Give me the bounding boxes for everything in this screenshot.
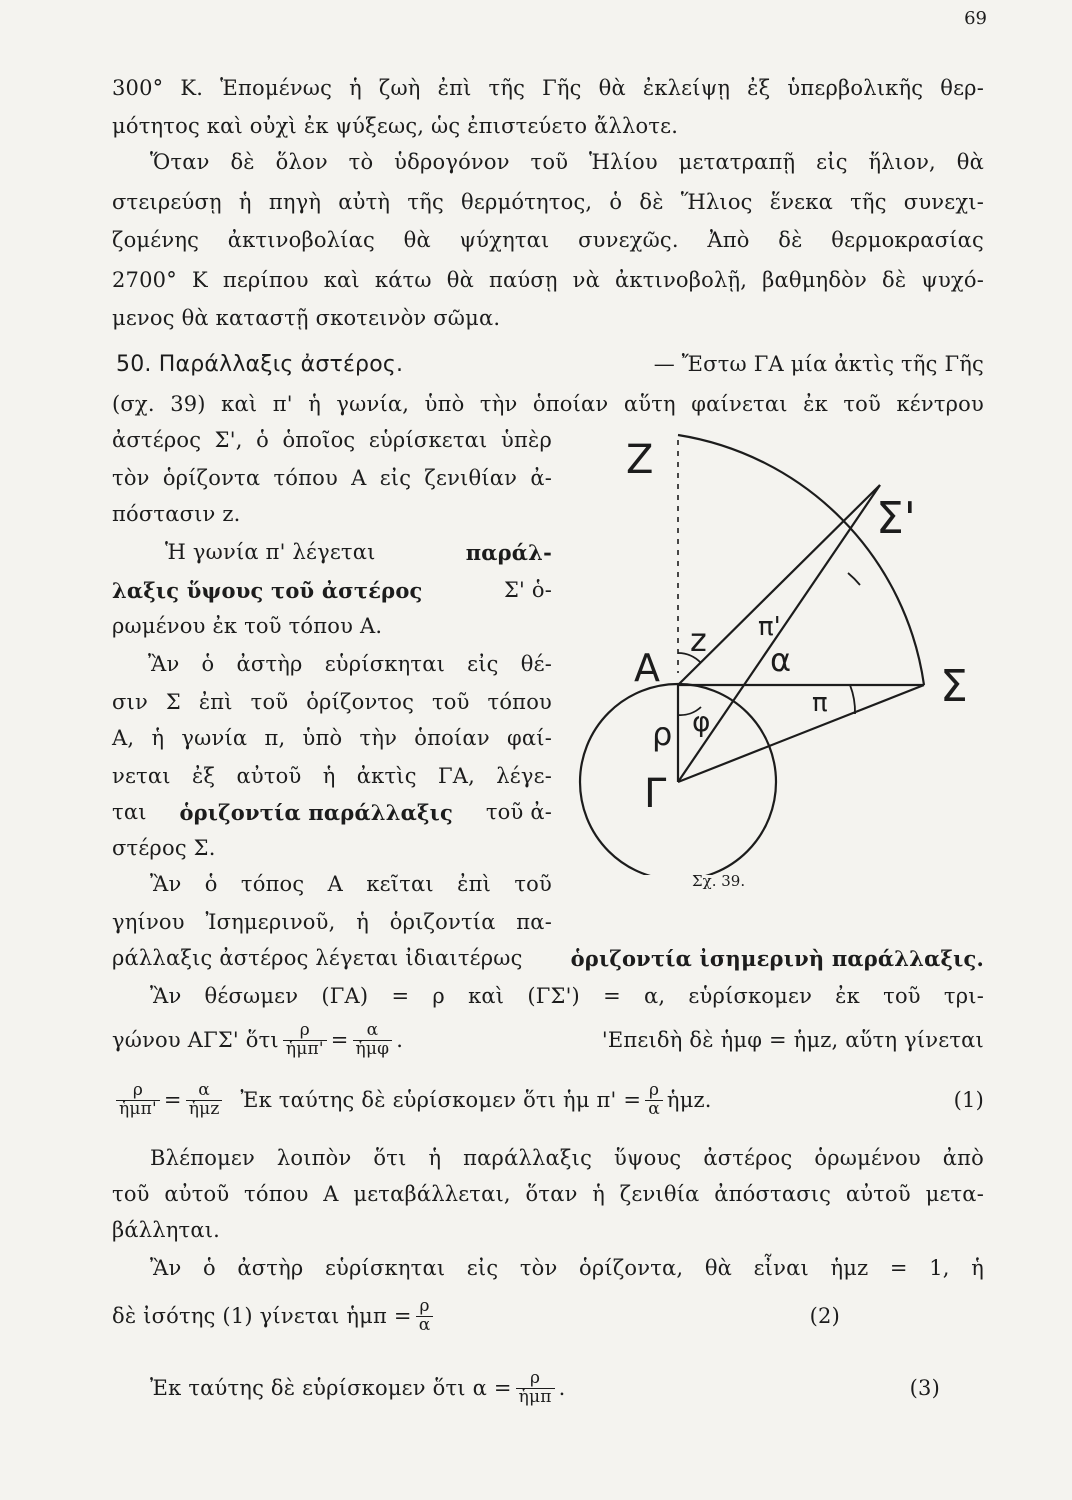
section-number: 50.: [116, 352, 152, 377]
text-line: [165, 540, 552, 565]
label-pi-prime: π': [758, 612, 781, 642]
fraction-numerator: ρ: [516, 1370, 555, 1389]
text-span: ἡμz.: [666, 1088, 712, 1113]
text-line: νεται ἐξ αὐτοῦ ἡ ἀκτὶς ΓΑ, λέγε-: [112, 764, 552, 788]
text-span: δὲ ἰσότης (1) γίνεται ἡμπ =: [112, 1304, 412, 1329]
text-line: ζομένης ἀκτινοβολίας θὰ ψύχηται συνεχῶς. Ἀπὸ δὲ θερμοκρασίας: [112, 228, 984, 252]
fraction-denominator: ἡμπ': [285, 1038, 324, 1059]
section-title-text: Παράλλαξις ἀστέρος.: [158, 352, 404, 377]
label-star-prime: Σ': [876, 493, 916, 544]
equation-line: [112, 1298, 840, 1335]
label-angle-z: z: [690, 621, 707, 659]
figure-caption: Σχ. 39.: [692, 872, 746, 890]
section-heading-line: [116, 352, 984, 377]
fraction-denominator: α: [418, 1314, 431, 1335]
text-line: τὸν ὁρίζοντα τόπου Α εἰς ζενιθίαν ἀ-: [112, 466, 552, 490]
parallax-diagram: [560, 415, 1000, 875]
equation-group: [112, 1022, 403, 1059]
fraction: [283, 1022, 327, 1059]
text-line: μενος θὰ καταστῇ σκοτεινὸν σῶμα.: [112, 306, 501, 330]
bold-term: ὁριζοντία ἰσημερινὴ παράλλαξις.: [570, 946, 984, 971]
fraction-denominator: ἡμφ: [355, 1038, 390, 1059]
page-number: 69: [964, 8, 987, 29]
text-span: Ἡ γωνία π' λέγεται: [165, 540, 376, 564]
text-line: Ἂν θέσωμεν (ΓΑ) = ρ καὶ (ΓΣ') = α, εὑρίσκομεν ἐκ τοῦ τρι-: [150, 984, 984, 1008]
text-span: Σ' ὁ-: [503, 578, 552, 602]
label-angle-phi: φ: [692, 705, 711, 738]
text-line: σιν Σ ἐπὶ τοῦ ὁρίζοντος τοῦ τόπου: [112, 690, 552, 714]
text-line: ρωμένου ἐκ τοῦ τόπου Α.: [112, 614, 383, 638]
text-line: [112, 578, 552, 603]
fraction: [416, 1298, 434, 1335]
fraction-numerator: α: [186, 1082, 223, 1101]
line-g-star: [678, 685, 924, 782]
text-line: [112, 946, 984, 971]
fraction-numerator: ρ: [283, 1022, 327, 1041]
text-span: Ἐκ ταύτης δὲ εὑρίσκομεν ὅτι ἡμ π' =: [240, 1088, 642, 1113]
equation-line: [112, 1022, 984, 1059]
period: .: [558, 1376, 566, 1401]
label-star: Σ: [940, 661, 968, 712]
text-line: Ἂν ὁ ἀστὴρ εὑρίσκηται εἰς θέ-: [148, 652, 552, 676]
fraction-numerator: ρ: [645, 1082, 663, 1101]
text-line: Α, ἡ γωνία π, ὑπὸ τὴν ὁποίαν φαί-: [112, 726, 552, 750]
text-span: τοῦ ἀ-: [485, 800, 552, 824]
fraction: [353, 1022, 393, 1059]
equals-sign: =: [163, 1088, 182, 1113]
bold-term: λαξις ὕψους τοῦ ἀστέρος: [112, 578, 423, 603]
text-line: — Ἔστω ΓΑ μία ἀκτὶς τῆς Γῆς: [653, 352, 984, 376]
text-line: μότητος καὶ οὐχὶ ἐκ ψύξεως, ὡς ἐπιστεύετο ἄλλοτε.: [112, 114, 679, 138]
bold-term: παράλ-: [465, 540, 552, 565]
text-span: 'Επειδὴ δὲ ἡμφ = ἡμz, αὕτη γίνεται: [601, 1028, 984, 1053]
angle-pi-prime-arc: [848, 573, 860, 585]
angle-pi-arc: [850, 685, 855, 714]
fraction: [186, 1082, 223, 1119]
text-line: τοῦ αὐτοῦ τόπου Α μεταβάλλεται, ὅταν ἡ ζενιθία ἀπόστασις αὐτοῦ μετα-: [112, 1182, 984, 1206]
label-center: Γ: [644, 771, 667, 817]
fraction-numerator: ρ: [416, 1298, 434, 1317]
equation-number: (3): [909, 1376, 940, 1401]
fraction: [516, 1370, 555, 1407]
equation-line: [150, 1370, 940, 1407]
equation-number: (1): [953, 1088, 984, 1113]
text-line: στειρεύσῃ ἡ πηγὴ αὐτὴ τῆς θερμότητος, ὁ δὲ Ἥλιος ἕνεκα τῆς συνεχι-: [112, 190, 984, 214]
text-line: Ἂν ὁ ἀστὴρ εὑρίσκηται εἰς τὸν ὁρίζοντα, θὰ εἶναι ἡμz = 1, ἡ: [150, 1256, 984, 1280]
bold-term: ὁριζοντία παράλλαξις: [179, 800, 454, 825]
text-span: γώνου ΑΓΣ' ὅτι: [112, 1028, 279, 1053]
fraction-denominator: ἡμπ': [119, 1098, 157, 1119]
label-zenith: Z: [626, 437, 654, 483]
text-line: 2700° K περίπου καὶ κάτω θὰ παύσῃ νὰ ἀκτινοβολῇ, βαθμηδὸν δὲ ψυχό-: [112, 268, 984, 292]
fraction-denominator: ἡμz: [188, 1098, 220, 1119]
text-line: ἀστέρος Σ', ὁ ὁποῖος εὑρίσκεται ὑπὲρ: [112, 428, 552, 452]
text-line: στέρος Σ.: [112, 836, 216, 860]
fraction: [116, 1082, 160, 1119]
text-line: 300° K. Ἑπομένως ἡ ζωὴ ἐπὶ τῆς Γῆς θὰ ἐκλείψῃ ἐξ ὑπερβολικῆς θερ-: [112, 76, 984, 100]
fraction-denominator: α: [648, 1098, 660, 1119]
text-line: Ὅταν δὲ ὅλον τὸ ὑδρογόνον τοῦ Ἡλίου μετατραπῇ εἰς ἥλιον, θὰ: [150, 150, 984, 174]
section-title: [116, 352, 403, 377]
text-span: ται: [112, 800, 147, 824]
text-line: Ἂν ὁ τόπος Α κεῖται ἐπὶ τοῦ: [150, 872, 552, 896]
text-line: βάλληται.: [112, 1218, 221, 1242]
fraction-numerator: α: [353, 1022, 393, 1041]
fraction-denominator: ἡμπ: [518, 1386, 552, 1407]
label-alpha: α: [770, 641, 792, 679]
text-span: Ἐκ ταύτης δὲ εὑρίσκομεν ὅτι α =: [150, 1376, 512, 1401]
label-place: Α: [634, 646, 660, 690]
equation-number: (2): [809, 1304, 840, 1329]
equation-line: [112, 1082, 984, 1119]
text-span: ράλλαξις ἀστέρος λέγεται ἰδιαιτέρως: [112, 946, 523, 970]
text-line: πόστασιν z.: [112, 502, 241, 526]
fraction: [645, 1082, 663, 1119]
period: .: [396, 1028, 404, 1053]
label-pi: π: [812, 688, 828, 718]
text-line: (σχ. 39) καὶ π' ἡ γωνία, ὑπὸ τὴν ὁποίαν αὕτη φαίνεται ἐκ τοῦ κέντρου: [112, 392, 984, 416]
text-line: [112, 800, 552, 825]
fraction-numerator: ρ: [116, 1082, 160, 1101]
label-rho: ρ: [652, 715, 673, 753]
equals-sign: =: [330, 1028, 349, 1053]
text-line: γηίνου Ἰσημερινοῦ, ἡ ὁριζοντία πα-: [112, 910, 552, 934]
text-line: Βλέπομεν λοιπὸν ὅτι ἡ παράλλαξις ὕψους ἀστέρος ὁρωμένου ἀπὸ: [150, 1146, 984, 1170]
